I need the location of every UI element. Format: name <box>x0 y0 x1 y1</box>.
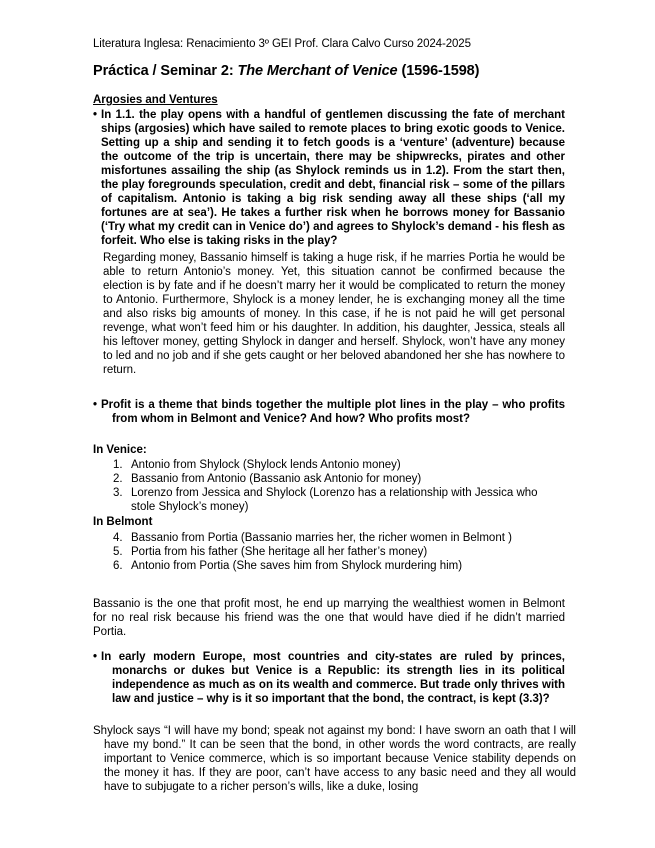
answer-1: Regarding money, Bassanio himself is taking a huge risk, if he marries Portia he would be able to return Antonio’s money. Yet, this situation cannot be confirmed because the election is by fate and if he doesn’t marry her it would be complicated to return the money to Antonio. Furthermore, Shylock is a money lender, he is exchanging money all the time and also risks big amounts of money. In this case, if he is not paid he will get personal revenge, what won’t feed him or his daughter. In addition, his daughter, Jessica, steals all his leftover money, getting Shylock in danger and herself. Shylock, won’t have any money to led and no job and if she gets caught or her beloved abandoned her she has nowhere to return. <box>103 252 565 376</box>
list-number: 4. <box>113 532 123 544</box>
list-number: 2. <box>113 473 123 485</box>
list-number: 6. <box>113 560 123 572</box>
list-item <box>93 486 563 514</box>
question-3-text: In early modern Europe, most countries and city-states are ruled by princes, monarchs or dukes but Venice is a Republic: its strength lies in its political independence as much as on its wealth and commerce. But trade only thrives with law and justice – why is it so important that the bond, the contract, is kept (3.3)? <box>101 651 565 705</box>
question-3 <box>93 650 565 706</box>
course-header: Literatura Inglesa: Renacimiento 3º GEI Prof. Clara Calvo Curso 2024-2025 <box>93 38 471 50</box>
bullet-icon: • <box>93 109 98 121</box>
venice-list <box>93 458 563 514</box>
title-work: The Merchant of Venice <box>237 63 398 79</box>
answer-2: Bassanio is the one that profit most, he end up marrying the wealthiest women in Belmont for no real risk because his friend was the one that would have died if he didn’t married Portia. <box>93 598 565 638</box>
list-item <box>93 531 563 545</box>
list-number: 1. <box>113 459 123 471</box>
list-number: 5. <box>113 546 123 558</box>
title-prefix: Práctica / Seminar 2: <box>93 63 238 79</box>
question-1 <box>93 108 565 248</box>
list-item <box>93 545 563 559</box>
list-item-text: Portia from his father (She heritage all her father’s money) <box>131 546 428 558</box>
list-item-text: Bassanio from Portia (Bassanio marries her, the richer women in Belmont ) <box>131 532 512 544</box>
list-number: 3. <box>113 487 123 499</box>
question-2-text: Profit is a theme that binds together the multiple plot lines in the play – who profits from whom in Belmont and Venice? And how? Who profits most? <box>101 399 565 425</box>
belmont-list <box>93 531 563 573</box>
list-item-text: Antonio from Portia (She saves him from Shylock murdering him) <box>131 560 463 572</box>
venice-heading: In Venice: <box>93 444 147 456</box>
question-1-text: In 1.1. the play opens with a handful of gentlemen discussing the fate of merchant ships (argosies) which have sailed to remote places to bring exotic goods to Venice. Setting up a ship and sending it to fetch goods is a ‘venture’ (adventure) because the outcome of the trip is uncertain, there may be shipwrecks, pirates and other misfortunes assailing the ship (as Shylock reminds us in 1.2). From the start then, the play foregrounds speculation, credit and debt, financial risk – some of the pillars of capitalism. Antonio is taking a big risk sending away all these ships (‘all my fortunes are at sea’). He takes a further risk when he borrows money for Bassanio (‘Try what my credit can in Venice do’) and agrees to Shylock’s demand - his flesh as forfeit. Who else is taking risks in the play? <box>101 109 565 247</box>
page-title <box>93 63 479 79</box>
title-dates: (1596-1598) <box>397 63 480 79</box>
section-heading: Argosies and Ventures <box>93 94 218 106</box>
belmont-heading: In Belmont <box>93 516 153 528</box>
question-2 <box>93 398 565 426</box>
bullet-icon: • <box>93 651 98 663</box>
bullet-icon: • <box>93 399 98 411</box>
list-item <box>93 458 563 472</box>
list-item-text: Antonio from Shylock (Shylock lends Antonio money) <box>131 459 401 471</box>
answer-3: Shylock says “I will have my bond; speak not against my bond: I have sworn an oath that I will have my bond.” It can be seen that the bond, in other words the word contracts, are really important to Venice commerce, which is so important because Venice stability depends on the money it has. If they are poor, can’t have access to any basic need and they all would have to subjugate to a richer person’s wills, like a duke, losing <box>93 725 576 793</box>
list-item <box>93 559 563 573</box>
list-item <box>93 472 563 486</box>
list-item-text: Lorenzo from Jessica and Shylock (Lorenzo has a relationship with Jessica who stole Shylock’s money) <box>131 487 538 513</box>
list-item-text: Bassanio from Antonio (Bassanio ask Antonio for money) <box>131 473 422 485</box>
